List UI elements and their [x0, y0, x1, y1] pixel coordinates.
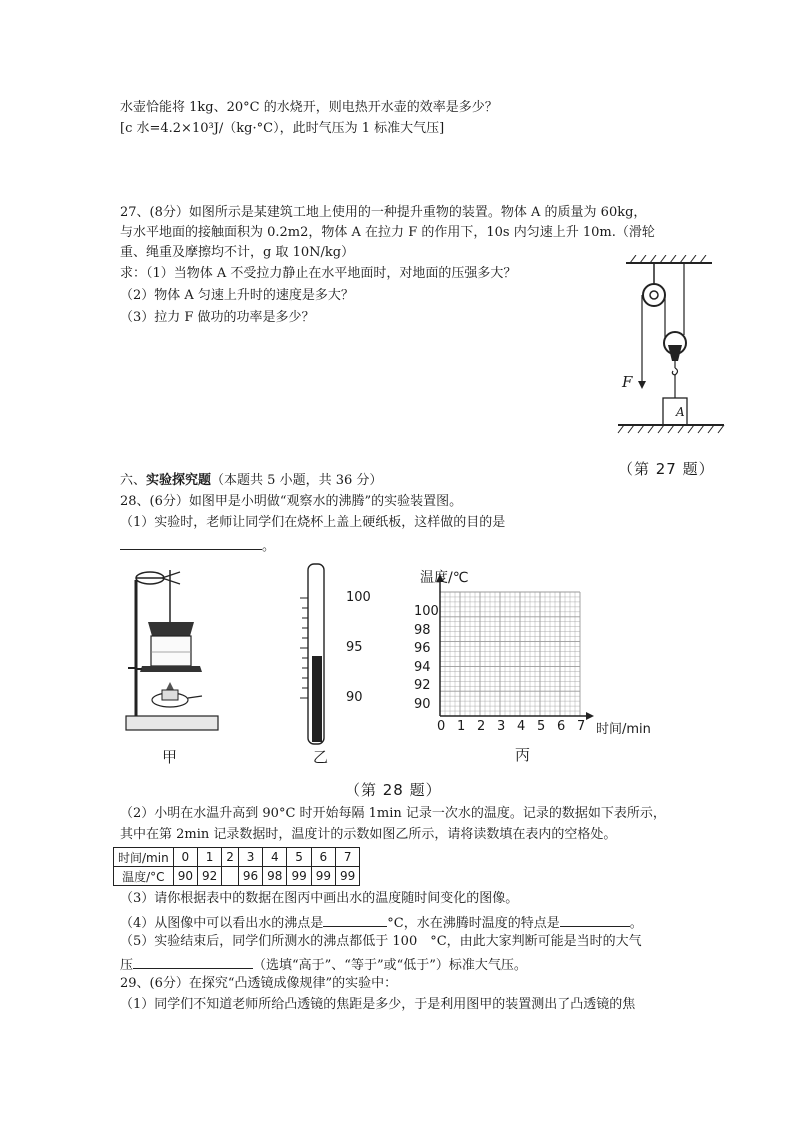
temperature-graph: [410, 570, 620, 730]
q27-caption: （第 27 题）: [618, 460, 715, 478]
table-cell: 99: [287, 867, 311, 886]
thermo-tick-95: 95: [346, 640, 363, 655]
q28-line3-end: 。: [262, 539, 276, 554]
q28-line7a: （4）从图像中可以看出水的沸点是: [120, 916, 324, 931]
boiling-apparatus-figure: [118, 560, 223, 740]
graph-x-tick: 2: [477, 719, 486, 734]
q28-line7c: 。: [629, 916, 643, 931]
answer-blank-feature[interactable]: [560, 913, 630, 927]
section6-note: （本题共 5 小题，共 36 分）: [211, 473, 383, 488]
table-cell: 5: [287, 848, 311, 867]
table-cell: 4: [263, 848, 287, 867]
figure-label-jia: 甲: [162, 748, 179, 766]
q27-line4: 求：（1）当物体 A 不受拉力静止在水平地面时，对地面的压强多大？: [120, 266, 517, 281]
table-row: [114, 867, 360, 886]
answer-blank-pressure[interactable]: [133, 955, 253, 969]
table-cell: 3: [238, 848, 262, 867]
table-cell: 90: [173, 867, 197, 886]
q28-line7: [120, 913, 643, 932]
graph-x-tick: 6: [557, 719, 566, 734]
graph-y-tick: 90: [414, 696, 431, 712]
graph-y-tick: 94: [414, 659, 431, 675]
graph-y-label: 温度/℃: [420, 570, 469, 586]
graph-x-label: 时间/min: [596, 722, 651, 737]
graph-y-tick: 96: [414, 641, 431, 656]
answer-blank-1[interactable]: [120, 536, 262, 550]
table-cell: 92: [197, 867, 221, 886]
q28-line2: （1）实验时，老师让同学们在烧杯上盖上硬纸板，这样做的目的是: [120, 515, 506, 530]
q28-line9b: （选填“高于”、“等于”或“低于”）标准大气压。: [253, 958, 527, 973]
thermo-tick-90: 90: [346, 690, 363, 705]
section6-prefix: 六、: [120, 473, 147, 488]
q26-line2: [c 水=4.2×10³J/（kg·°C），此时气压为 1 标准大气压]: [120, 121, 445, 136]
q29-line1: 29、(6分）在探究“凸透镜成像规律”的实验中：: [120, 976, 398, 991]
table-cell: 2: [222, 848, 239, 867]
table-cell: 6: [311, 848, 335, 867]
q28-line8: （5）实验结束后，同学们所测水的沸点都低于 100 °C，由此大家判断可能是当时的大气: [120, 934, 642, 949]
figure-label-yi: 乙: [313, 748, 330, 766]
q29-line2: （1）同学们不知道老师所给凸透镜的焦距是多少，于是利用图甲的装置测出了凸透镜的焦: [120, 997, 636, 1012]
answer-blank-boiling-point[interactable]: [323, 913, 387, 927]
q28-line6: （3）请你根据表中的数据在图丙中画出水的温度随时间变化的图像。: [120, 891, 519, 906]
graph-x-tick: 5: [537, 719, 546, 734]
q28-line7b: °C，水在沸腾时温度的特点是: [387, 916, 560, 931]
graph-x-tick: 3: [497, 719, 506, 734]
table-cell: 1: [197, 848, 221, 867]
table-cell: 99: [311, 867, 335, 886]
table-header-time: 时间/min: [114, 848, 174, 867]
q27-line3: 重、绳重及摩擦均不计，g 取 10N/kg）: [120, 245, 355, 260]
section6-title: 实验探究题: [146, 473, 212, 488]
table-cell: 0: [173, 848, 197, 867]
table-cell: 99: [336, 867, 360, 886]
table-cell: 7: [336, 848, 360, 867]
q28-line9: [120, 955, 527, 974]
q27-line5: （2）物体 A 匀速上升时的速度是多大？: [120, 288, 354, 303]
graph-y-tick: 100: [414, 604, 439, 619]
table-cell: 98: [263, 867, 287, 886]
figure-label-bing: 丙: [515, 746, 532, 764]
table-row: [114, 848, 360, 867]
graph-x-tick: 7: [577, 719, 586, 734]
graph-x-tick: 1: [457, 719, 466, 734]
q28-caption: （第 28 题）: [345, 781, 442, 799]
q27-line1: 27、(8分）如图所示是某建筑工地上使用的一种提升重物的装置。物体 A 的质量为 60kg，: [120, 205, 647, 220]
q27-line2: 与水平地面的接触面积为 0.2m2，物体 A 在拉力 F 的作用下，10s 内匀速上升 10m.（滑轮: [120, 225, 655, 240]
q28-line3: [120, 536, 275, 555]
graph-x-tick: 4: [517, 719, 526, 734]
table-cell: 96: [238, 867, 262, 886]
graph-x-tick: 0: [437, 719, 446, 734]
q28-line9a: 压: [120, 958, 134, 973]
graph-y-tick: 98: [414, 622, 431, 638]
q26-line1: 水壶恰能将 1kg、20°C 的水烧开，则电热开水壶的效率是多少？: [120, 100, 498, 115]
thermometer-figure: [296, 562, 346, 746]
q28-line1: 28、(6分）如图甲是小明做“观察水的沸腾”的实验装置图。: [120, 494, 463, 509]
data-table: [113, 847, 360, 886]
q28-line4: （2）小明在水温升高到 90°C 时开始每隔 1min 记录一次水的温度。记录的数据如下表所示，: [120, 806, 666, 821]
force-label: F: [622, 373, 633, 391]
object-label: A: [676, 405, 685, 419]
table-cell-blank[interactable]: [222, 867, 239, 886]
section6-heading: [120, 473, 382, 489]
thermo-tick-100: 100: [346, 590, 371, 605]
q27-line6: （3）拉力 F 做功的功率是多少？: [120, 310, 315, 325]
pulley-figure: [612, 255, 727, 435]
table-header-temp: 温度/°C: [114, 867, 174, 886]
graph-y-tick: 92: [414, 678, 431, 693]
q28-line5: 其中在第 2min 记录数据时，温度计的示数如图乙所示，请将读数填在表内的空格处。: [120, 827, 617, 842]
